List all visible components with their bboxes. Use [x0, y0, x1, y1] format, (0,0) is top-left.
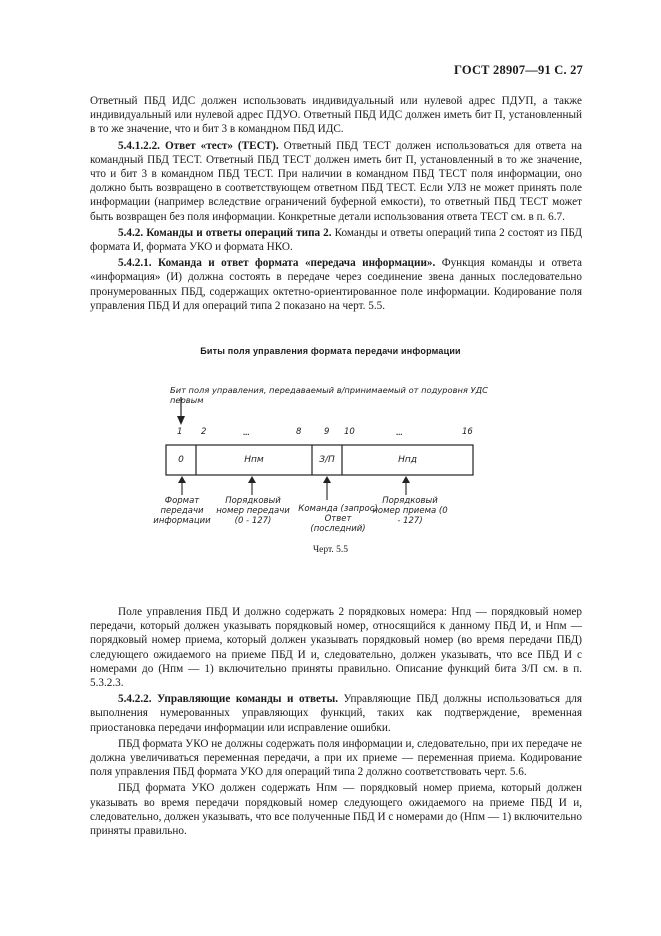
- bit-label-16: 16: [462, 427, 473, 437]
- paragraph: [90, 605, 582, 690]
- paragraph: [90, 256, 582, 313]
- page-header: ГОСТ 28907—91 С. 27: [454, 63, 583, 77]
- bit-label-ellipsis-2: ...: [396, 427, 403, 437]
- bit-label-2: 2: [201, 427, 207, 437]
- paragraph-text: Управляющие ПБД должны использоваться для выполнения нумерованных управляющих функций, таких как подтверждение, временная приостановка передачи информации или исправление ошибки.: [90, 693, 582, 734]
- paragraph-heading: 5.4.2.2. Управляющие команды и ответы.: [118, 693, 338, 706]
- paragraph-heading: 5.4.1.2.2. Ответ «тест» (ТЕСТ).: [118, 139, 279, 152]
- paragraph: [90, 94, 582, 137]
- paragraph-text: ПБД формата УКО должен содержать Нпм — порядковый номер приема, который должен указывать во время передачи порядковый номер следующего ожидаемого на приеме ПБД И и, следовательно, должен указывать, что все полученные ПБД И с номерами до (Нпм — 1) включительно приняты правильно.: [90, 782, 582, 838]
- bit-label-1: 1: [177, 427, 183, 437]
- cell-send-seq: Нпм: [244, 455, 264, 465]
- paragraph-text: Поле управления ПБД И должно содержать 2 порядковых номера: Нпд — порядковый номер передачи, который должен указывать порядковый номер, относящийся к данному ПБД И, и Нпм — порядковый номер приема, который должен указывать порядковый номер (во время передачи ПБД) следующего ожидаемого на приеме ПБД И и, следовательно, должен указывать, что все ПБД И с номерами до (Нпм — 1) включительно приняты правильно. Описание функций бита З/П см. в п. 5.3.2.3.: [90, 606, 582, 690]
- paragraph-text: Функция команды и ответа «информация» (И) должна состоять в передаче через соединение звена данных последовательно пронумерованных ПБД, содержащих октетно-ориентированное поле информации. Кодирование поля управления ПБД И для операций типа 2 показано на черт. 5.5.: [90, 257, 582, 312]
- paragraph: [90, 781, 582, 838]
- paragraph-text: Команды и ответы операций типа 2 состоят из ПБД формата И, формата УКО и формата НКО.: [90, 226, 582, 254]
- paragraph-text: ПБД формата УКО не должны содержать поля информации и, следовательно, при их передаче не должна увеличиваться переменная передачи, а при их приеме — переменная приема. Кодирование поля управления ПБД формата УКО для операций типа 2 должно соответствовать черт. 5.6.: [90, 737, 582, 779]
- cell-format-bit: 0: [178, 455, 184, 465]
- paragraph-heading: 5.4.2.1. Команда и ответ формата «передача информации».: [118, 257, 436, 270]
- body-text-bottom: [90, 605, 582, 840]
- cell-poll-final: З/П: [319, 455, 335, 465]
- paragraph-text: Ответный ПБД ТЕСТ должен использоваться для ответа на командный ПБД ТЕСТ. Ответный ПБД ТЕСТ должен иметь бит П, установленный в то же значение, что и бит 3 в командном ПБД ТЕСТ. При наличии в командном ПБД ТЕСТ поля информации, оно должно быть возвращено в соответствующем ответном ПБД ТЕСТ. Если УЛЗ не может принять поле информации (например вследствие ограничений буферной емкости), то ответный ПБД ТЕСТ может быть возвращен без поля информации. Конкретные детали использования ответа ТЕСТ см. в п. 6.7.: [90, 139, 582, 223]
- paragraph: [90, 139, 582, 224]
- caption-send-seq: Порядковый номер передачи (0 - 127): [216, 496, 290, 526]
- figure-title: Биты поля управления формата передачи информации: [200, 346, 461, 356]
- paragraph: [90, 737, 582, 780]
- caption-recv-seq: Порядковый номер приема (0 - 127): [372, 496, 448, 526]
- paragraph: [90, 692, 582, 735]
- body-text-top: [90, 94, 582, 315]
- caption-cmd-resp: Команда (запрос) Ответ (последний): [298, 504, 378, 534]
- figure-caption: Черт. 5.5: [312, 545, 349, 555]
- cell-recv-seq: Нпд: [398, 455, 417, 465]
- paragraph-heading: 5.4.2. Команды и ответы операций типа 2.: [118, 226, 332, 239]
- arrow-label: Бит поля управления, передаваемый в/принимаемый от подуровня УДС первым: [170, 385, 488, 405]
- bit-label-9: 9: [324, 427, 330, 437]
- caption-format: Формат передачи информации: [153, 496, 211, 526]
- bit-label-8: 8: [296, 427, 302, 437]
- paragraph: [90, 226, 582, 254]
- paragraph-text: Ответный ПБД ИДС должен использовать индивидуальный или нулевой адрес ПДУП, а также индивидуальный или нулевой адрес ПДУО. Ответный ПБД ИДС должен иметь бит П, установленный в то же значение, что и бит 3 в командном ПБД ИДС.: [90, 95, 582, 136]
- bit-label-ellipsis-1: ...: [243, 427, 250, 437]
- bit-label-10: 10: [344, 427, 355, 437]
